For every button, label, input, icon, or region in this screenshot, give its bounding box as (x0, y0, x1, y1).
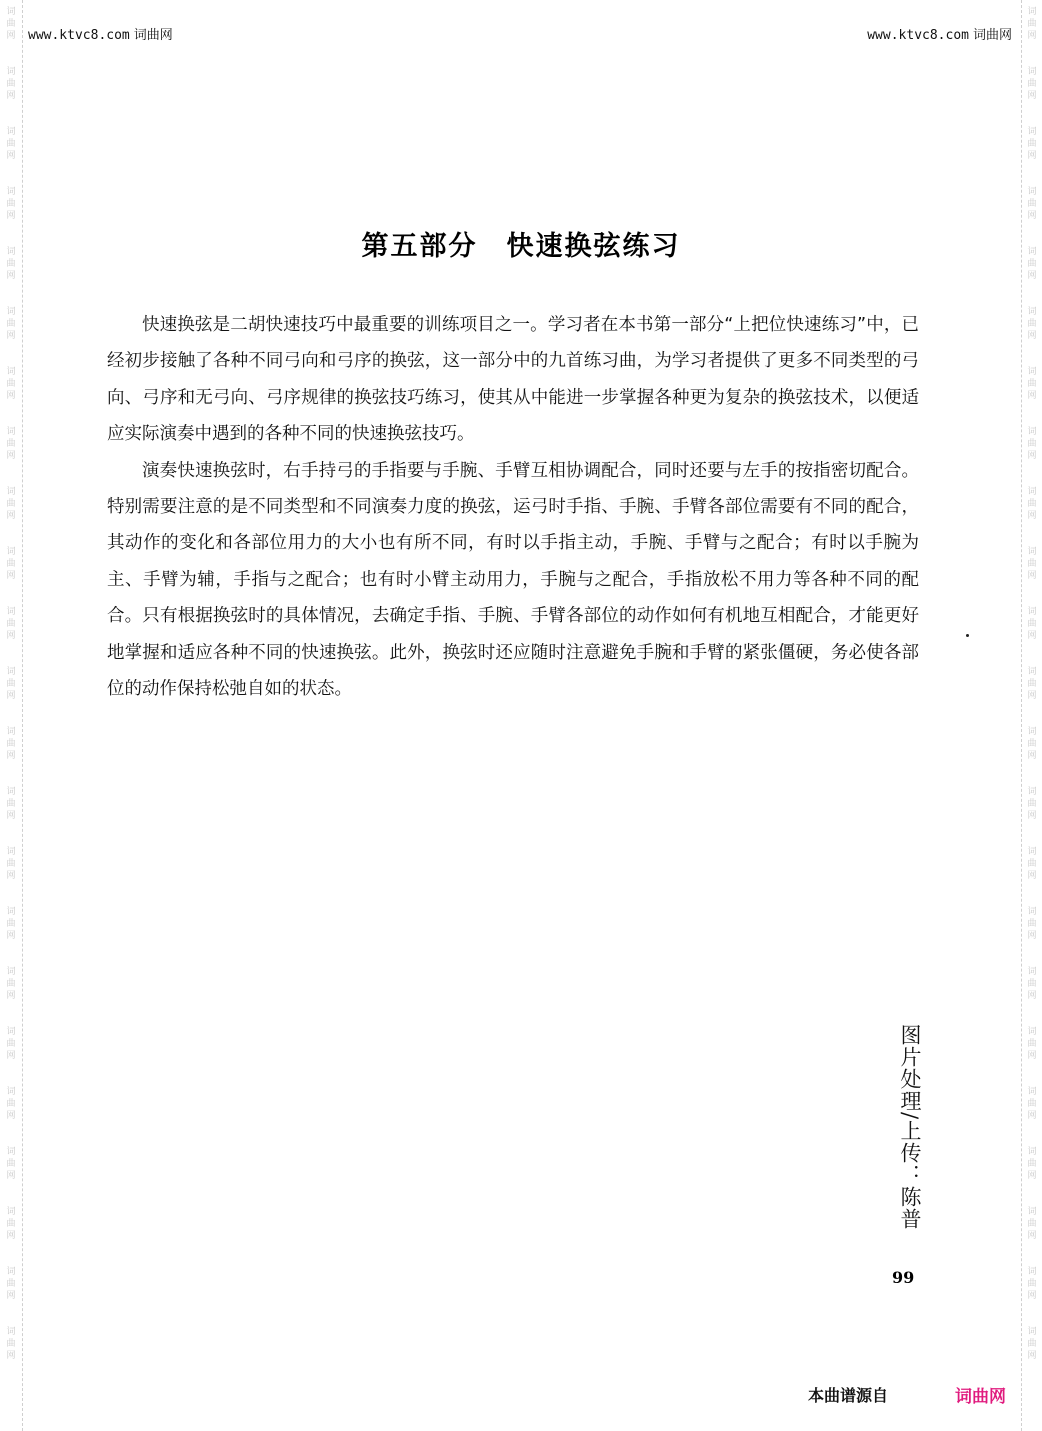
footer-source-label: 本曲谱源自 (808, 1386, 889, 1405)
watermark-char: 曲 (1027, 859, 1037, 869)
watermark-stamp (6, 0, 15, 60)
watermark-char: 曲 (6, 799, 16, 809)
watermark-stamp (6, 420, 15, 480)
watermark-char: 曲 (6, 919, 16, 929)
watermark-char: 曲 (6, 439, 16, 449)
body-text (107, 307, 919, 707)
watermark-char: 词 (1027, 667, 1037, 677)
watermark-stamp (1027, 540, 1036, 600)
watermark-char: 网 (1027, 1291, 1037, 1301)
watermark-char: 词 (6, 1027, 16, 1037)
watermark-char: 曲 (1027, 739, 1037, 749)
watermark-char: 网 (6, 331, 16, 341)
watermark-char: 词 (1027, 187, 1037, 197)
watermark-char: 曲 (1027, 19, 1037, 29)
watermark-stamp (6, 120, 15, 180)
watermark-stamp (6, 600, 15, 660)
watermark-char: 曲 (1027, 379, 1037, 389)
watermark-char: 曲 (6, 559, 16, 569)
watermark-stamp (6, 960, 15, 1020)
watermark-char: 词 (6, 547, 16, 557)
watermark-char: 曲 (6, 859, 16, 869)
watermark-char: 网 (6, 871, 16, 881)
watermark-char: 曲 (1027, 1279, 1037, 1289)
watermark-char: 词 (6, 7, 16, 17)
watermark-char: 词 (6, 127, 16, 137)
watermark-char: 词 (1027, 487, 1037, 497)
watermark-char: 网 (1027, 931, 1037, 941)
watermark-char: 词 (6, 427, 16, 437)
watermark-char: 曲 (1027, 259, 1037, 269)
page-title: 第五部分 快速换弦练习 (361, 231, 681, 262)
watermark-char: 词 (6, 727, 16, 737)
watermark-char: 网 (1027, 511, 1037, 521)
watermark-char: 曲 (1027, 139, 1037, 149)
watermark-stamp (6, 60, 15, 120)
header-right-url[interactable] (867, 24, 1012, 43)
watermark-char: 词 (6, 187, 16, 197)
watermark-char: 曲 (6, 199, 16, 209)
watermark-stamp (1027, 1080, 1036, 1140)
watermark-char: 曲 (6, 499, 16, 509)
watermark-char: 网 (6, 1231, 16, 1241)
watermark-char: 词 (6, 1087, 16, 1097)
watermark-stamp (1027, 1260, 1036, 1320)
watermark-char: 网 (1027, 31, 1037, 41)
footer-site-link[interactable]: 词曲网 (955, 1387, 1006, 1407)
watermark-char: 曲 (1027, 1219, 1037, 1229)
watermark-char: 词 (1027, 967, 1037, 977)
watermark-char: 词 (6, 67, 16, 77)
watermark-stamp (6, 480, 15, 540)
watermark-char: 曲 (1027, 439, 1037, 449)
watermark-stamp (1027, 1140, 1036, 1200)
watermark-char: 网 (6, 151, 16, 161)
watermark-char: 网 (1027, 1171, 1037, 1181)
watermark-char: 词 (6, 367, 16, 377)
watermark-char: 词 (6, 667, 16, 677)
watermark-char: 词 (1027, 787, 1037, 797)
header-left-url-text: www.ktvc8.com (28, 28, 130, 43)
watermark-char: 曲 (1027, 1339, 1037, 1349)
watermark-char: 词 (1027, 247, 1037, 257)
watermark-char: 词 (1027, 547, 1037, 557)
watermark-char: 网 (6, 1291, 16, 1301)
watermark-stamp (6, 1260, 15, 1320)
watermark-char: 词 (1027, 7, 1037, 17)
watermark-char: 词 (6, 247, 16, 257)
watermark-char: 曲 (1027, 1159, 1037, 1169)
watermark-char: 网 (6, 1051, 16, 1061)
watermark-char: 网 (1027, 871, 1037, 881)
watermark-char: 词 (6, 487, 16, 497)
watermark-char: 曲 (1027, 499, 1037, 509)
watermark-char: 曲 (6, 259, 16, 269)
watermark-stamp (1027, 420, 1036, 480)
watermark-char: 曲 (6, 379, 16, 389)
watermark-char: 网 (1027, 1351, 1037, 1361)
watermark-char: 网 (1027, 571, 1037, 581)
paragraph-1: 快速换弦是二胡快速技巧中最重要的训练项目之一。学习者在本书第一部分“上把位快速练习”中，已经初步接触了各种不同弓向和弓序的换弦，这一部分中的九首练习曲，为学习者提供了更多不同类型的弓向、弓序和无弓向、弓序规律的换弦技巧练习，使其从中能进一步掌握各种更为复杂的换弦技术，以便适应实际演奏中遇到的各种不同的快速换弦技巧。 (107, 315, 919, 445)
watermark-char: 曲 (6, 1279, 16, 1289)
watermark-stamp (1027, 300, 1036, 360)
watermark-char: 曲 (1027, 199, 1037, 209)
watermark-char: 词 (1027, 1207, 1037, 1217)
right-watermark-strip (1021, 0, 1042, 1431)
watermark-char: 曲 (6, 139, 16, 149)
watermark-char: 词 (6, 1147, 16, 1157)
watermark-char: 网 (6, 991, 16, 1001)
watermark-char: 网 (1027, 211, 1037, 221)
watermark-stamp (6, 720, 15, 780)
watermark-char: 词 (1027, 907, 1037, 917)
watermark-char: 网 (1027, 1111, 1037, 1121)
watermark-char: 网 (1027, 811, 1037, 821)
watermark-char: 网 (1027, 151, 1037, 161)
watermark-stamp (1027, 1320, 1036, 1380)
watermark-char: 词 (1027, 1267, 1037, 1277)
watermark-stamp (6, 1320, 15, 1380)
watermark-char: 网 (6, 211, 16, 221)
watermark-char: 词 (1027, 607, 1037, 617)
watermark-char: 词 (1027, 127, 1037, 137)
watermark-char: 网 (1027, 631, 1037, 641)
watermark-char: 曲 (6, 1219, 16, 1229)
watermark-char: 词 (1027, 1027, 1037, 1037)
watermark-stamp (6, 1020, 15, 1080)
watermark-char: 词 (6, 847, 16, 857)
watermark-char: 词 (6, 967, 16, 977)
watermark-char: 网 (6, 751, 16, 761)
watermark-char: 词 (6, 607, 16, 617)
watermark-stamp (6, 780, 15, 840)
header-right-url-text: www.ktvc8.com (867, 28, 969, 43)
upload-credit: 图片处理/上传：陈普 (898, 1024, 922, 1231)
watermark-stamp (1027, 780, 1036, 840)
watermark-stamp (6, 300, 15, 360)
watermark-char: 网 (1027, 91, 1037, 101)
watermark-stamp (1027, 480, 1036, 540)
watermark-stamp (1027, 720, 1036, 780)
watermark-char: 网 (6, 1171, 16, 1181)
watermark-char: 词 (1027, 367, 1037, 377)
watermark-stamp (6, 1140, 15, 1200)
watermark-char: 曲 (6, 1039, 16, 1049)
watermark-stamp (1027, 360, 1036, 420)
watermark-char: 网 (6, 511, 16, 521)
watermark-char: 网 (6, 451, 16, 461)
watermark-char: 词 (6, 787, 16, 797)
watermark-stamp (6, 660, 15, 720)
watermark-char: 曲 (6, 979, 16, 989)
watermark-char: 曲 (6, 319, 16, 329)
watermark-char: 网 (1027, 691, 1037, 701)
watermark-char: 词 (1027, 67, 1037, 77)
watermark-char: 网 (1027, 751, 1037, 761)
watermark-char: 网 (6, 691, 16, 701)
watermark-char: 词 (6, 1207, 16, 1217)
watermark-stamp (1027, 60, 1036, 120)
header-right-site-name: 词曲网 (972, 28, 1012, 43)
watermark-stamp (1027, 900, 1036, 960)
header-left-url[interactable] (28, 24, 173, 43)
watermark-stamp (6, 1200, 15, 1260)
watermark-char: 网 (6, 391, 16, 401)
watermark-stamp (1027, 840, 1036, 900)
watermark-char: 网 (1027, 391, 1037, 401)
watermark-stamp (6, 540, 15, 600)
watermark-char: 网 (6, 811, 16, 821)
watermark-char: 网 (1027, 991, 1037, 1001)
watermark-char: 词 (1027, 1327, 1037, 1337)
watermark-char: 网 (6, 31, 16, 41)
watermark-char: 曲 (1027, 919, 1037, 929)
watermark-char: 词 (6, 1267, 16, 1277)
watermark-stamp (6, 1080, 15, 1140)
watermark-char: 词 (6, 907, 16, 917)
watermark-char: 词 (1027, 847, 1037, 857)
watermark-char: 网 (1027, 1051, 1037, 1061)
watermark-stamp (1027, 0, 1036, 60)
watermark-char: 曲 (1027, 979, 1037, 989)
page-number: 99 (892, 1268, 915, 1287)
watermark-char: 网 (6, 271, 16, 281)
watermark-stamp (1027, 600, 1036, 660)
watermark-stamp (6, 900, 15, 960)
watermark-char: 曲 (6, 1099, 16, 1109)
watermark-char: 曲 (6, 1339, 16, 1349)
watermark-char: 网 (6, 571, 16, 581)
watermark-char: 曲 (1027, 1099, 1037, 1109)
watermark-char: 词 (1027, 1087, 1037, 1097)
paragraph-2: 演奏快速换弦时，右手持弓的手指要与手腕、手臂互相协调配合，同时还要与左手的按指密切配合。特别需要注意的是不同类型和不同演奏力度的换弦，运弓时手指、手腕、手臂各部位需要有不同的配合，其动作的变化和各部位用力的大小也有所不同，有时以手指主动，手腕、手臂与之配合；有时以手腕为主、手臂为辅，手指与之配合；也有时小臂主动用力，手腕与之配合，手指放松不用力等各种不同的配合。只有根据换弦时的具体情况，去确定手指、手腕、手臂各部位的动作如何有机地互相配合，才能更好地掌握和适应各种不同的快速换弦。此外，换弦时还应随时注意避免手腕和手臂的紧张僵硬，务必使各部位的动作保持松弛自如的状态。 (107, 460, 919, 700)
watermark-char: 曲 (1027, 1039, 1037, 1049)
watermark-char: 词 (1027, 427, 1037, 437)
watermark-stamp (1027, 1200, 1036, 1260)
watermark-char: 网 (6, 631, 16, 641)
watermark-char: 曲 (1027, 319, 1037, 329)
left-watermark-strip (0, 0, 23, 1431)
header-left-site-name: 词曲网 (133, 28, 173, 43)
watermark-stamp (1027, 960, 1036, 1020)
watermark-char: 词 (1027, 307, 1037, 317)
watermark-char: 词 (1027, 727, 1037, 737)
watermark-char: 词 (6, 1327, 16, 1337)
watermark-char: 曲 (6, 79, 16, 89)
watermark-stamp (1027, 660, 1036, 720)
watermark-char: 词 (1027, 1147, 1037, 1157)
watermark-char: 曲 (6, 679, 16, 689)
watermark-char: 曲 (6, 1159, 16, 1169)
watermark-char: 网 (1027, 331, 1037, 341)
watermark-char: 网 (6, 91, 16, 101)
watermark-char: 网 (1027, 271, 1037, 281)
watermark-char: 网 (1027, 1231, 1037, 1241)
watermark-stamp (6, 840, 15, 900)
watermark-char: 曲 (1027, 799, 1037, 809)
watermark-char: 曲 (1027, 619, 1037, 629)
watermark-char: 曲 (1027, 679, 1037, 689)
watermark-stamp (1027, 120, 1036, 180)
watermark-char: 网 (6, 931, 16, 941)
watermark-char: 网 (1027, 451, 1037, 461)
watermark-char: 曲 (6, 739, 16, 749)
watermark-stamp (6, 360, 15, 420)
watermark-char: 曲 (1027, 559, 1037, 569)
watermark-char: 网 (6, 1351, 16, 1361)
watermark-char: 网 (6, 1111, 16, 1121)
watermark-char: 词 (6, 307, 16, 317)
watermark-char: 曲 (6, 619, 16, 629)
watermark-char: 曲 (6, 19, 16, 29)
scan-speck (966, 634, 969, 637)
watermark-stamp (1027, 1020, 1036, 1080)
watermark-char: 曲 (1027, 79, 1037, 89)
